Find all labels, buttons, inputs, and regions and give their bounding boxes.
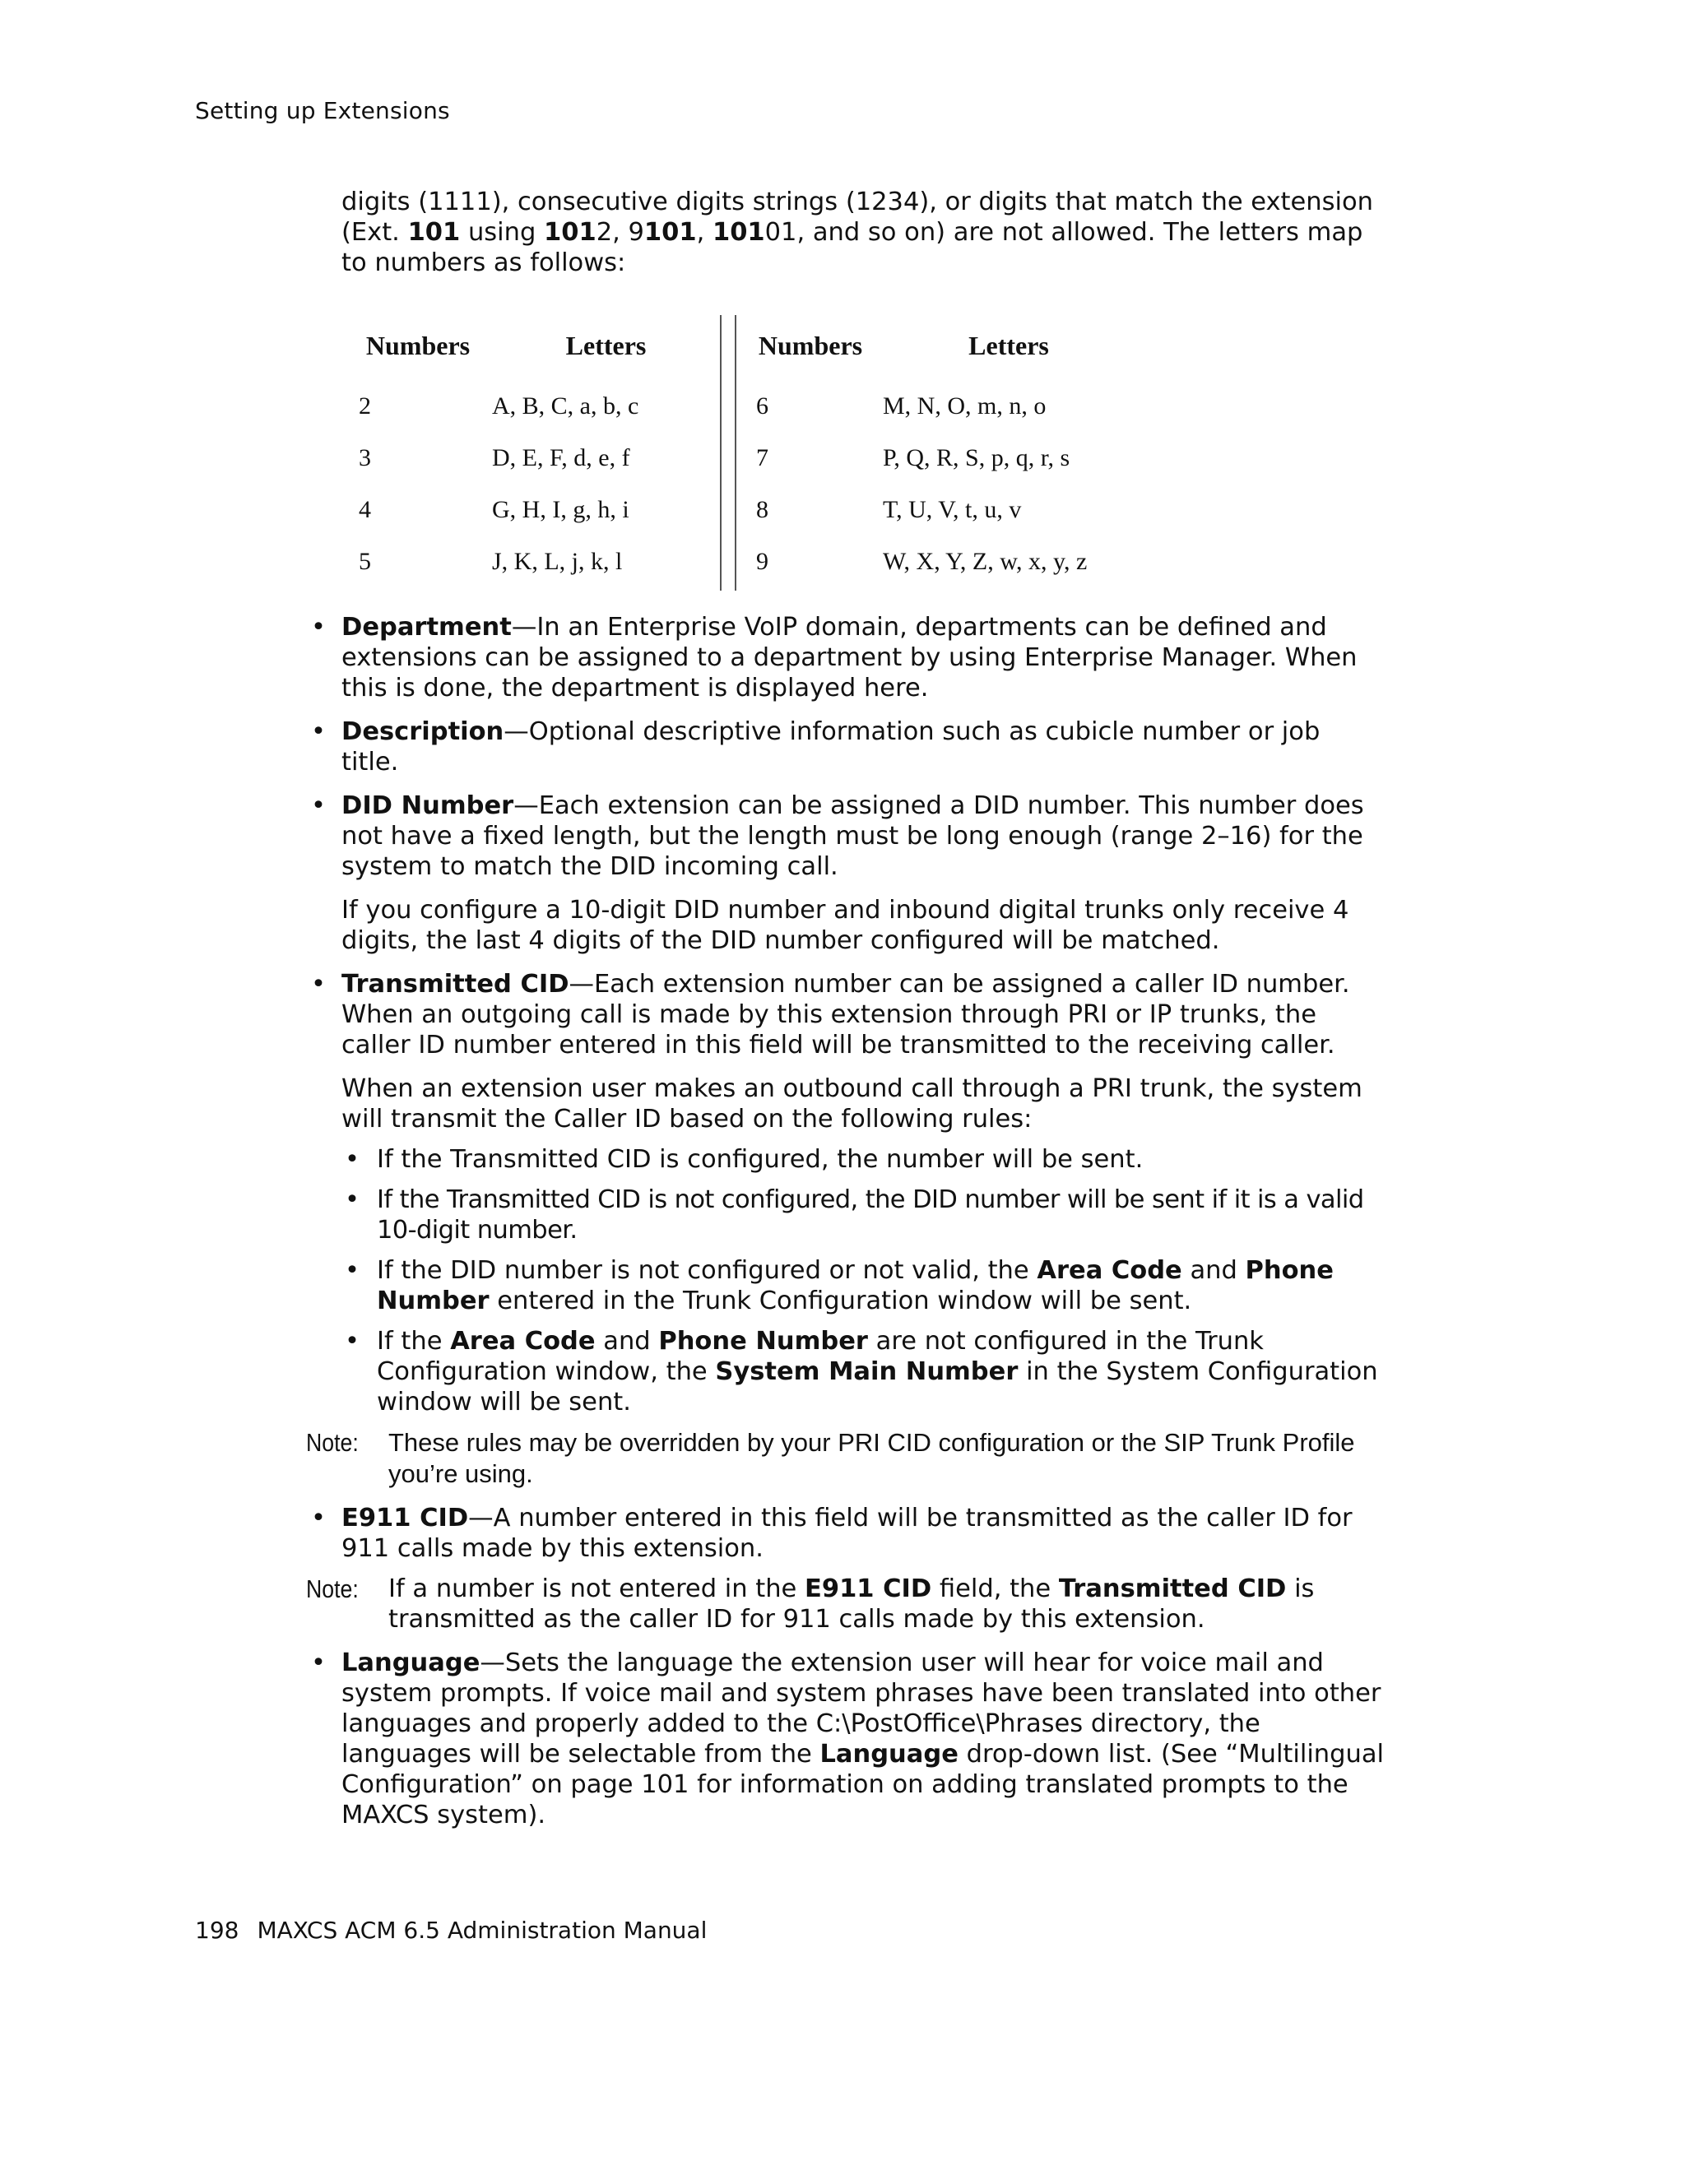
table-cell: 7 <box>756 443 768 471</box>
transmitted-cid-note: Note: These rules may be overridden by your PRI CID configuration or the SIP Trunk Profile you’re using. <box>306 1428 1355 1488</box>
rule-item: • If the DID number is not configured or not valid, the Area Code and Phone Number entered in the Trunk Configuration window will be sent. <box>345 1256 1334 1315</box>
table-cell: J, K, L, j, k, l <box>492 547 623 575</box>
list-item-department <box>306 612 1384 703</box>
table-cell: T, U, V, t, u, v <box>883 495 1022 523</box>
table-cell: 9 <box>756 547 768 575</box>
bullet: • <box>345 1327 360 1356</box>
list-item-transmitted-cid <box>306 969 1384 1490</box>
table-row <box>344 432 1135 484</box>
table-cell: 3 <box>359 443 371 471</box>
e911-cid-description: E911 CID—A number entered in this field will be transmitted as the caller ID for 911 calls made by this extension. <box>341 1504 1353 1563</box>
did-number-description: DID Number—Each extension can be assigned a DID number. This number does not have a fixed length, but the length must be long enough (range 2–16) for the system to match the DID incoming call. <box>341 791 1364 881</box>
bullet: • <box>311 717 326 746</box>
language-description: Language—Sets the language the extension user will hear for voice mail and system prompts. If voice mail and system phrases have been translated into other languages and properly added to the C:\PostOffice\Phrases directory, the languages will be selectable from the Language drop-down list. (See “Multilingual Configuration” on page 101 for information on adding translated prompts to the MAXCS system). <box>341 1648 1384 1829</box>
page-footer <box>195 1917 707 1944</box>
table-cell: W, X, Y, Z, w, x, y, z <box>883 547 1088 575</box>
table-cell: 5 <box>359 547 371 575</box>
rule-item: • If the Area Code and Phone Number are not configured in the Trunk Configuration window, the System Main Number in the System Configuration window will be sent. <box>345 1327 1378 1417</box>
bullet: • <box>311 970 326 999</box>
list-item-did-number <box>306 791 1384 956</box>
page-number: 198 <box>195 1917 239 1944</box>
manual-title: MAXCS ACM 6.5 Administration Manual <box>257 1917 708 1944</box>
table-cell: 4 <box>359 495 371 523</box>
table-header: Letters <box>565 330 647 360</box>
bullet: • <box>311 1504 326 1533</box>
rule-item: • If the Transmitted CID is not configured, the DID number will be sent if it is a valid 10-digit number. <box>345 1185 1364 1245</box>
bullet: • <box>311 791 326 820</box>
table-header-row <box>344 311 1135 380</box>
table-row <box>344 536 1135 587</box>
table-header: Numbers <box>365 330 471 360</box>
table-row <box>344 380 1135 432</box>
transmitted-cid-rules-intro: When an extension user makes an outbound call through a PRI trunk, the system will transmit the Caller ID based on the following rules: <box>341 1074 1362 1134</box>
transmitted-cid-description: Transmitted CID—Each extension number can be assigned a caller ID number. When an outgoing call is made by this extension through PRI or IP trunks, the caller ID number entered in this field will be transmitted to the receiving caller. <box>341 970 1350 1060</box>
table-divider-cell <box>720 484 738 536</box>
table-cell: 2 <box>359 392 371 420</box>
table-cell: 6 <box>756 392 768 420</box>
list-item-description <box>306 716 1384 777</box>
table-divider-cell <box>720 536 738 587</box>
table-cell: A, B, C, a, b, c <box>492 392 639 420</box>
table-cell: D, E, F, d, e, f <box>492 443 630 471</box>
note-label: Note: <box>306 1574 359 1603</box>
description-description: Description—Optional descriptive information such as cubicle number or job title. <box>341 717 1321 777</box>
e911-cid-note: Note: If a number is not entered in the E911 CID field, the Transmitted CID is transmitted as the caller ID for 911 calls made by this extension. <box>306 1574 1315 1634</box>
bullet: • <box>345 1185 360 1214</box>
bullet: • <box>311 613 326 642</box>
table-cell: G, H, I, g, h, i <box>492 495 629 523</box>
running-header: Setting up Extensions <box>195 97 450 124</box>
bullet: • <box>345 1256 360 1285</box>
bullet: • <box>345 1145 360 1174</box>
table-header: Letters <box>968 330 1049 360</box>
table-divider-cell <box>720 432 738 484</box>
note-label: Note: <box>306 1428 359 1457</box>
intro-paragraph: digits (1111), consecutive digits strings (1234), or digits that match the extension (Ext. 101 using 1012, 9101, 10101, and so on) are not allowed. The letters map to numbers as follows: <box>341 188 1373 277</box>
table-cell: M, N, O, m, n, o <box>883 392 1047 420</box>
table-divider-cell <box>720 380 738 432</box>
rule-item: • If the Transmitted CID is configured, the number will be sent. <box>345 1145 1144 1174</box>
list-item-language <box>306 1648 1384 1830</box>
field-description-list <box>306 612 1384 1843</box>
list-item-e911-cid <box>306 1503 1384 1635</box>
table-row <box>344 484 1135 536</box>
table-divider-cell <box>720 311 738 380</box>
table-cell: P, Q, R, S, p, q, r, s <box>883 443 1070 471</box>
caller-id-rules-list <box>341 1144 1384 1417</box>
department-description: Department—In an Enterprise VoIP domain, departments can be defined and extensions can be assigned to a department by using Enterprise Manager. When this is done, the department is displayed here. <box>341 613 1358 702</box>
bullet: • <box>311 1648 326 1677</box>
letter-map-table <box>344 311 1135 587</box>
did-number-note-paragraph: If you configure a 10-digit DID number and inbound digital trunks only receive 4 digits, the last 4 digits of the DID number configured will be matched. <box>341 896 1349 955</box>
table-header: Numbers <box>758 330 863 360</box>
table-cell: 8 <box>756 495 768 523</box>
